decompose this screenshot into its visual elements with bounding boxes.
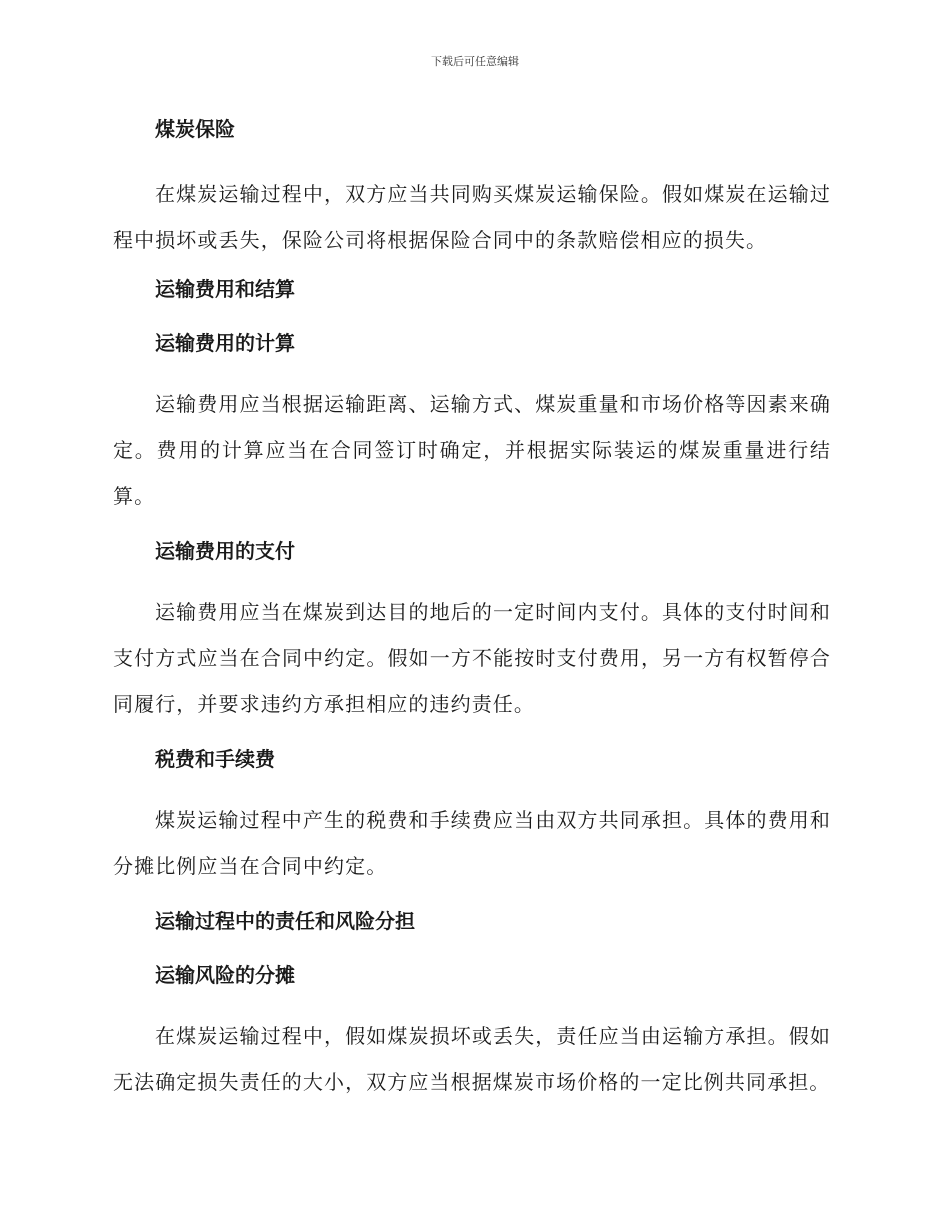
document-body — [113, 110, 831, 1105]
section-heading-coal-insurance: 煤炭保险 — [155, 117, 235, 141]
section-heading-fee-payment: 运输费用的支付 — [155, 539, 295, 563]
page-header: 下载后可任意编辑 — [431, 55, 519, 68]
paragraph-fee-calculation: 运输费用应当根据运输距离、运输方式、煤炭重量和市场价格等因素来确定。费用的计算应当在合同签订时确定，并根据实际装运的煤炭重量进行结算。 — [113, 392, 831, 508]
paragraph-taxes-fees: 煤炭运输过程中产生的税费和手续费应当由双方共同承担。具体的费用和分摊比例应当在合同中约定。 — [113, 808, 831, 878]
section-heading-fee-calculation: 运输费用的计算 — [155, 331, 295, 355]
paragraph-fee-payment: 运输费用应当在煤炭到达目的地后的一定时间内支付。具体的支付时间和支付方式应当在合同中约定。假如一方不能按时支付费用，另一方有权暂停合同履行，并要求违约方承担相应的违约责任。 — [113, 600, 831, 716]
section-heading-responsibility-risk: 运输过程中的责任和风险分担 — [155, 909, 415, 933]
section-heading-fee-settlement: 运输费用和结算 — [155, 277, 295, 301]
section-heading-taxes-fees: 税费和手续费 — [155, 747, 275, 771]
paragraph-risk-allocation: 在煤炭运输过程中，假如煤炭损坏或丢失，责任应当由运输方承担。假如无法确定损失责任的大小，双方应当根据煤炭市场价格的一定比例共同承担。 — [113, 1024, 831, 1094]
section-heading-risk-allocation: 运输风险的分摊 — [155, 963, 295, 987]
paragraph-coal-insurance: 在煤炭运输过程中，双方应当共同购买煤炭运输保险。假如煤炭在运输过程中损坏或丢失，保险公司将根据保险合同中的条款赔偿相应的损失。 — [113, 182, 831, 252]
